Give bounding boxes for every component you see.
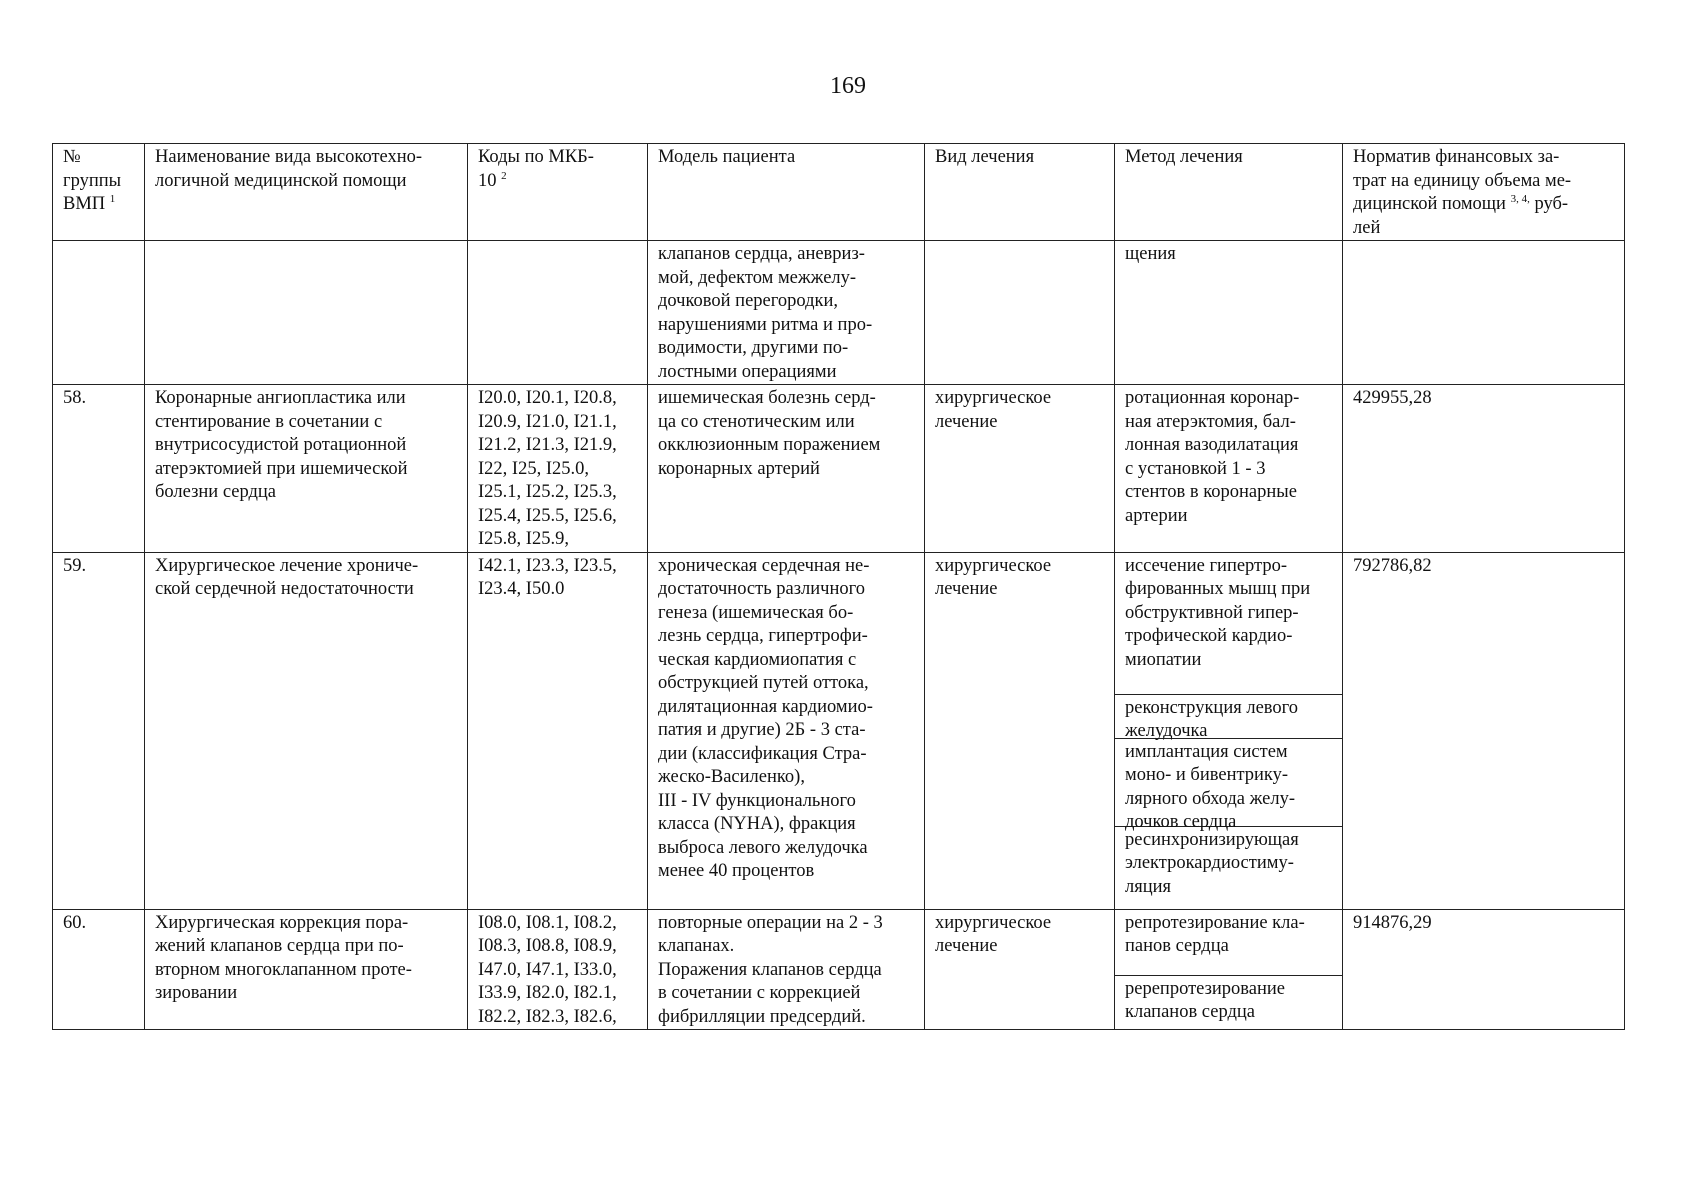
text-line: обструкцией путей оттока,: [658, 673, 869, 693]
text-line: Коронарные ангиопластика или: [155, 388, 406, 408]
header-codes: Коды по МКБ- 10 $^2$: [468, 144, 648, 241]
text-line: моно- и бивентрику-: [1125, 765, 1289, 785]
page-number: 169: [830, 73, 866, 99]
text-line: I82.2, I82.3, I82.6,: [478, 1006, 617, 1027]
text-line: I25.1, I25.2, I25.3,: [478, 482, 617, 502]
text-line: иссечение гипертро-: [1125, 555, 1288, 576]
header-name: Наименование вида высокотехно- логичной медицинской помощи: [145, 144, 468, 241]
text-line: ротационная коронар-: [1125, 388, 1300, 408]
cell-method: [1115, 552, 1343, 909]
text-line: миопатии: [1125, 649, 1202, 670]
method-item: [1115, 976, 1342, 1022]
header-method: Метод лечения: [1115, 144, 1343, 241]
method-item: [1115, 553, 1342, 695]
text-line: хроническая сердечная не-: [658, 555, 870, 576]
cell-treatment-type: [925, 552, 1115, 909]
text-line: лечение: [935, 936, 998, 956]
text-line: реконструкция левого: [1125, 697, 1299, 718]
cell-codes: [468, 241, 648, 385]
text-line: стентов в коронарные: [1125, 482, 1297, 502]
text-line: патия и другие) 2Б - 3 ста-: [658, 720, 866, 740]
text-line: Хирургическая коррекция пора-: [155, 912, 409, 933]
text-line: дии (классификация Стра-: [658, 743, 867, 764]
text-line: внутрисосудистой ротационной: [155, 435, 407, 455]
text-line: в сочетании с коррекцией: [658, 983, 861, 1003]
cell-norm: [1343, 241, 1625, 385]
text-line: ца со стенотическим или: [658, 411, 855, 432]
cell-model: [648, 909, 925, 1030]
text-line: III - IV функционального: [658, 790, 856, 811]
header-row: [53, 144, 1625, 241]
cell-norm: 429955,28: [1343, 385, 1625, 553]
text-line: лечение: [935, 579, 998, 599]
text-line: атерэктомией при ишемической: [155, 458, 408, 479]
cell-name: [145, 909, 468, 1030]
text-line: I22, I25, I25.0,: [478, 458, 589, 479]
text-line: ляция: [1125, 876, 1172, 897]
text-line: лонная вазодилатация: [1125, 435, 1299, 455]
cell-model: [648, 552, 925, 909]
text-line: выброса левого желудочка: [658, 837, 868, 858]
text-line: зировании: [155, 983, 238, 1003]
text-line: электрокардиостиму-: [1125, 853, 1294, 873]
text-line: имплантация систем: [1125, 741, 1288, 762]
text-line: I33.9, I82.0, I82.1,: [478, 983, 617, 1003]
text-line: повторные операции на 2 - 3: [658, 912, 883, 933]
method-item: [1115, 695, 1342, 739]
cell-codes: [468, 909, 648, 1030]
text-line: артерии: [1125, 505, 1188, 526]
text-line: I25.8, I25.9,: [478, 529, 569, 549]
text-line: клапанов сердца, аневриз-: [658, 244, 865, 264]
text-line: ческая кардиомиопатия с: [658, 649, 857, 670]
cell-method: [1115, 385, 1343, 553]
cell-treatment-type: [925, 385, 1115, 553]
text-line: жеско-Василенко),: [658, 767, 805, 787]
method-item: [1115, 910, 1342, 976]
table-row: [53, 385, 1625, 553]
vmp-table: [52, 143, 1625, 1030]
text-line: ресинхронизирующая: [1125, 829, 1299, 850]
text-line: Поражения клапанов сердца: [658, 959, 882, 980]
cell-name: [145, 552, 468, 909]
table-row: [53, 909, 1625, 1030]
cell-model: [648, 241, 925, 385]
header-treatment-type: Вид лечения: [925, 144, 1115, 241]
text-line: ререпротезирование: [1125, 978, 1286, 999]
cell-codes: [468, 385, 648, 553]
cell-treatment-type: [925, 909, 1115, 1030]
text-line: хирургическое: [935, 388, 1052, 408]
text-line: обструктивной гипер-: [1125, 602, 1299, 623]
text-line: I08.3, I08.8, I08.9,: [478, 936, 617, 956]
text-line: I08.0, I08.1, I08.2,: [478, 912, 617, 933]
text-line: клапанах.: [658, 936, 735, 956]
text-line: щения: [1125, 244, 1176, 264]
text-line: лостными операциями: [658, 361, 837, 382]
text-line: фированных мышц при: [1125, 579, 1311, 599]
text-line: желудочка: [1125, 721, 1208, 741]
header-norm: Норматив финансовых за- трат на единицу объема ме- дицинской помощи $^{3, 4,}$ руб- лей: [1343, 144, 1625, 241]
text-line: окклюзионным поражением: [658, 435, 881, 455]
method-item: [1115, 827, 1342, 897]
cell-group: 58.: [53, 385, 145, 553]
text-line: фибрилляции предсердий.: [658, 1006, 866, 1027]
cell-method: [1115, 241, 1343, 385]
cell-norm: 914876,29: [1343, 909, 1625, 1030]
cell-codes: [468, 552, 648, 909]
text-line: панов сердца: [1125, 936, 1229, 956]
text-line: с установкой 1 - 3: [1125, 458, 1266, 479]
text-line: клапанов сердца: [1125, 1002, 1255, 1022]
cell-group: 59.: [53, 552, 145, 909]
text-line: лечение: [935, 411, 998, 432]
text-line: генеза (ишемическая бо-: [658, 602, 854, 623]
text-line: I23.4, I50.0: [478, 579, 565, 599]
cell-name: [145, 241, 468, 385]
text-line: Хирургическое лечение хрониче-: [155, 555, 419, 576]
cell-treatment-type: [925, 241, 1115, 385]
cell-group: [53, 241, 145, 385]
text-line: класса (NYHA), фракция: [658, 814, 856, 834]
text-line: I20.9, I21.0, I21.1,: [478, 411, 617, 432]
table-row-continued: [53, 241, 1625, 385]
text-line: репротезирование кла-: [1125, 912, 1305, 933]
text-line: менее 40 процентов: [658, 861, 815, 881]
text-line: стентирование в сочетании с: [155, 411, 383, 432]
method-item: [1115, 385, 1342, 537]
text-line: достаточность различного: [658, 579, 865, 599]
text-line: коронарных артерий: [658, 458, 820, 479]
header-model: Модель пациента: [648, 144, 925, 241]
text-line: мой, дефектом межжелу-: [658, 267, 857, 288]
text-line: дилятационная кардиомио-: [658, 696, 873, 717]
cell-method: [1115, 909, 1343, 1030]
text-line: I25.4, I25.5, I25.6,: [478, 505, 617, 526]
cell-model: [648, 385, 925, 553]
text-line: I47.0, I47.1, I33.0,: [478, 959, 617, 980]
text-line: жений клапанов сердца при по-: [155, 936, 404, 956]
text-line: дочковой перегородки,: [658, 291, 839, 311]
text-line: болезни сердца: [155, 482, 276, 502]
text-line: хирургическое: [935, 555, 1052, 576]
text-line: I42.1, I23.3, I23.5,: [478, 555, 617, 576]
cell-norm: 792786,82: [1343, 552, 1625, 909]
text-line: дочков сердца: [1125, 812, 1237, 832]
cell-name: [145, 385, 468, 553]
text-line: ная атерэктомия, бал-: [1125, 411, 1296, 432]
text-line: I20.0, I20.1, I20.8,: [478, 388, 617, 408]
text-line: лярного обхода желу-: [1125, 788, 1296, 809]
text-line: ишемическая болезнь серд-: [658, 388, 876, 408]
text-line: трофической кардио-: [1125, 626, 1293, 646]
text-line: лезнь сердца, гипертрофи-: [658, 626, 868, 646]
table-row: [53, 552, 1625, 909]
cell-group: 60.: [53, 909, 145, 1030]
text-line: I21.2, I21.3, I21.9,: [478, 435, 617, 455]
method-item: [1115, 739, 1342, 832]
text-line: водимости, другими по-: [658, 338, 849, 358]
text-line: ской сердечной недостаточности: [155, 579, 414, 599]
text-line: хирургическое: [935, 912, 1052, 933]
text-line: вторном многоклапанном проте-: [155, 959, 412, 980]
text-line: нарушениями ритма и про-: [658, 314, 873, 335]
header-group: № группы ВМП $^1$: [53, 144, 145, 241]
